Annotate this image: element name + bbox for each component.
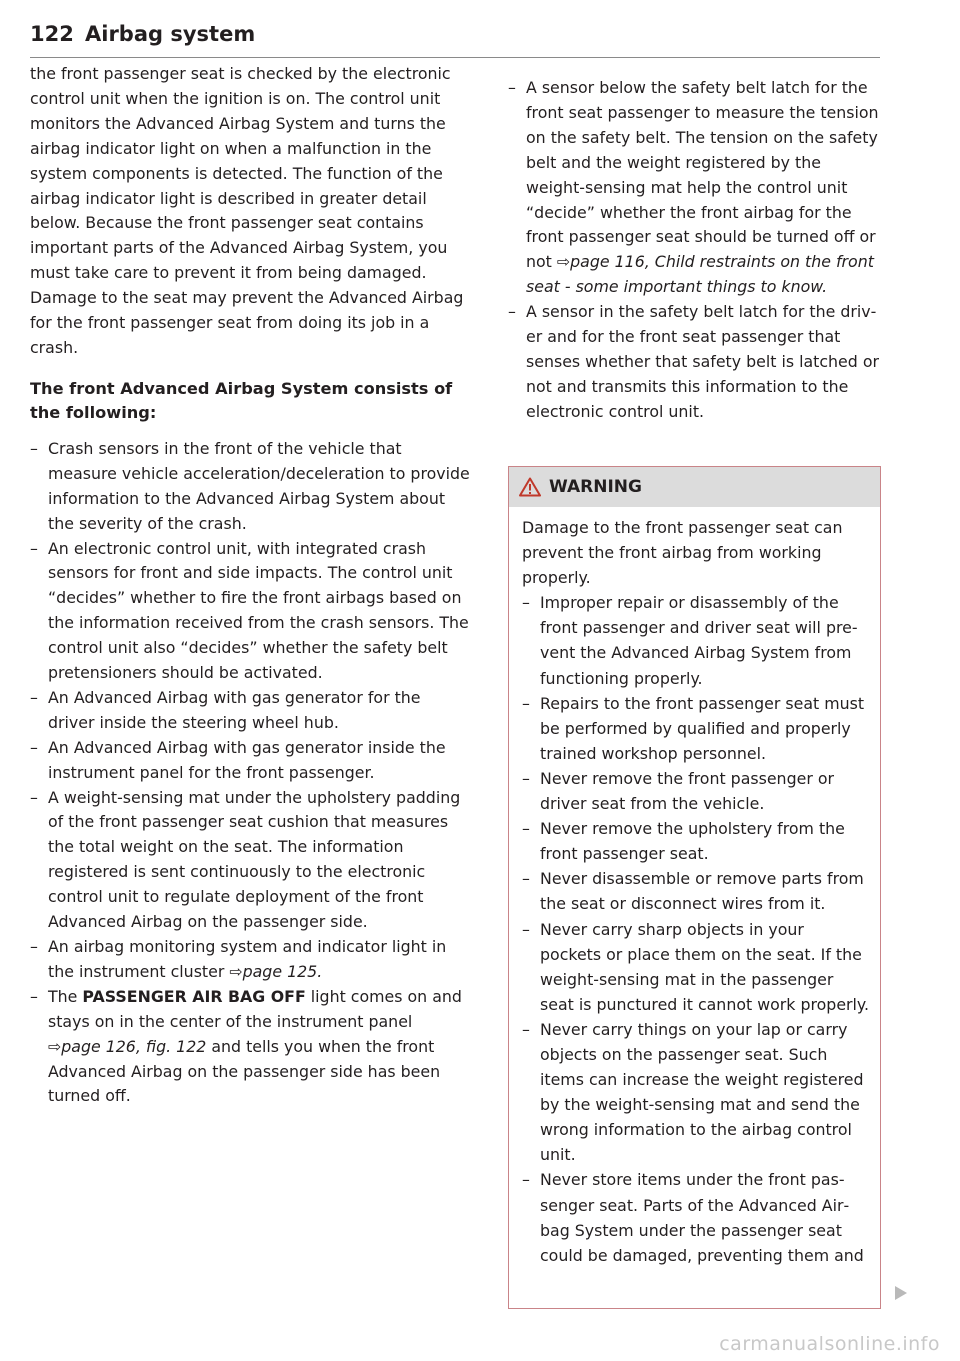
list-item: – A weight-sensing mat under the upholstery padding of the front passenger seat cushion that measures the total weight on the seat. The information registered is sent continuously to the electronic control unit to regulate deployment of the front Advanced Airbag on the passenger side.: [30, 786, 470, 935]
item-text: An airbag monitoring system and indicator light in the instrument cluster: [48, 937, 447, 981]
list-item: [30, 935, 470, 985]
right-column: [508, 76, 884, 425]
warning-list: [522, 590, 870, 1268]
warning-intro: Damage to the front passenger seat can prevent the front airbag from working properly.: [522, 518, 843, 588]
watermark: carmanualsonline.info: [719, 1333, 940, 1355]
components-heading: The front Advanced Airbag System consists of the following:: [30, 378, 453, 422]
continue-arrow-icon: [893, 1285, 909, 1301]
warning-header: [509, 467, 880, 507]
list-item: – A sensor in the safety belt latch for the driver and for the front seat passenger that senses whether that safety belt is latched or not and transmits this information to the electronic control unit.: [508, 300, 884, 425]
item-text: light comes on and stays on in the center of the instrument panel: [48, 986, 462, 1031]
section-title: Airbag system: [85, 22, 256, 46]
list-item: [30, 985, 470, 1110]
list-item: – Never carry sharp objects in your pockets or place them on the seat. If the weight-sensing mat in the passenger seat is punctured it cannot work properly.: [522, 917, 870, 1017]
left-column: [30, 62, 470, 1109]
item-text: A sensor below the safety belt latch for the front seat passenger to measure the tension on the safety belt. The tension on the safety belt and the weight registered by the weight-sensing mat help the control unit “decide” whether the front airbag for the front passenger seat should be turned off or not: [526, 78, 879, 272]
list-item: – Never carry things on your lap or carry objects on the passenger seat. Such items can increase the weight registered by the weight-sensing mat and send the wrong information to the airbag control unit.: [522, 1017, 870, 1168]
list-item: – Never remove the upholstery from the front passenger seat.: [522, 816, 870, 866]
page-ref-link[interactable]: ⇨page 126, fig. 122: [48, 1036, 207, 1056]
sensors-list: [508, 76, 884, 425]
components-list: [30, 437, 470, 1109]
list-item: – Never remove the front passenger or driver seat from the vehicle.: [522, 766, 870, 816]
list-item: – Never store items under the front passenger seat. Parts of the Advanced Airbag System under the passenger seat could be damaged, preventing them and: [522, 1167, 870, 1267]
list-item: – An Advanced Airbag with gas generator inside the instrument panel for the front passenger.: [30, 736, 470, 786]
warning-triangle-icon: [519, 477, 541, 497]
indicator-name: PASSENGER AIR BAG OFF: [82, 986, 306, 1006]
page-ref-link[interactable]: ⇨page 125.: [229, 961, 323, 981]
page-number: 122: [30, 22, 74, 46]
list-item: – Repairs to the front passenger seat must be performed by qualified and properly trained workshop personnel.: [522, 691, 870, 766]
item-text: and tells you when the front Advanced Airbag on the passenger side has been turned off.: [48, 1036, 441, 1106]
list-item: – Improper repair or disassembly of the front passenger and driver seat will prevent the Advanced Airbag System from functioning properly.: [522, 590, 870, 690]
page-ref-link[interactable]: ⇨page 116, Child restraints on the front seat - some important things to know.: [526, 252, 874, 297]
page-header: [30, 18, 880, 58]
list-item: – An electronic control unit, with integrated crash sensors for front and side impacts. The control unit “decides” whether to fire the front airbags based on the information received from the crash sensors. The control unit also “decides” whether the safety belt pretensioners should be activated.: [30, 537, 470, 686]
warning-title: WARNING: [549, 477, 642, 497]
warning-body: [509, 507, 880, 1268]
list-item: – Crash sensors in the front of the vehicle that measure vehicle acceleration/deceleration to provide information to the Advanced Airbag System about the severity of the crash.: [30, 437, 470, 537]
intro-paragraph: the front passenger seat is checked by the electronic control unit when the ignition is on. The control unit monitors the Advanced Airbag System and turns the airbag indicator light on when a malfunction in the system components is detected. The function of the airbag indicator light is described in greater detail below. Because the front passenger seat contains important parts of the Advanced Airbag System, you must take care to prevent it from being damaged. Damage to the seat may prevent the Advanced Airbag for the front passenger seat from doing its job in a crash.: [30, 64, 464, 357]
list-item: [508, 76, 884, 300]
item-text: The: [48, 986, 83, 1006]
list-item: – Never disassemble or remove parts from the seat or disconnect wires from it.: [522, 866, 870, 916]
warning-box: [508, 466, 881, 1309]
list-item: – An Advanced Airbag with gas generator for the driver inside the steering wheel hub.: [30, 686, 470, 736]
